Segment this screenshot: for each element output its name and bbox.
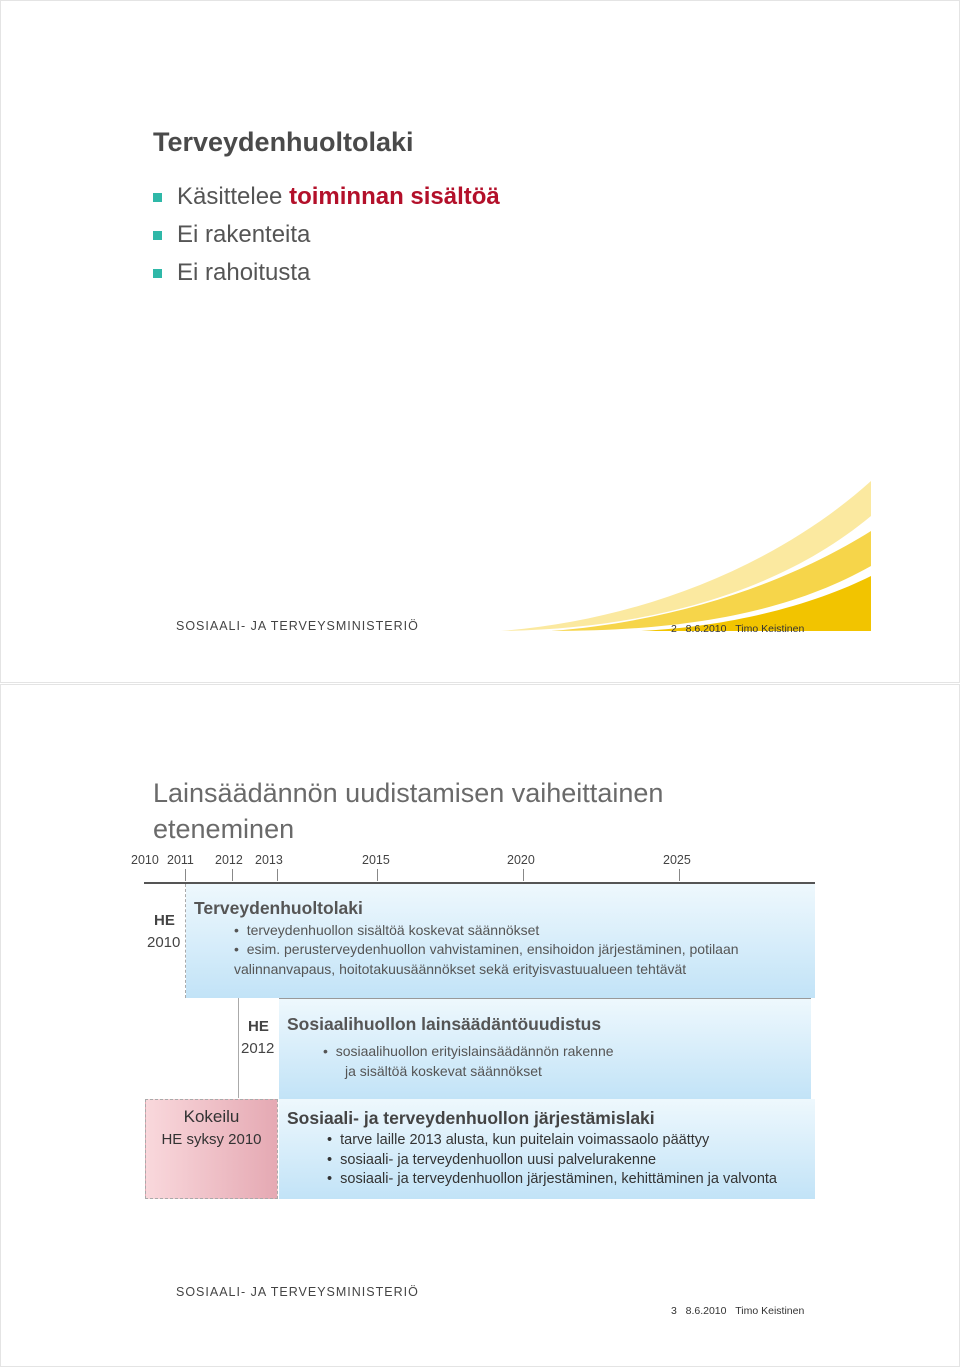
square-bullet-icon xyxy=(153,269,162,278)
row1-content-box xyxy=(186,884,815,998)
year-tick xyxy=(185,869,186,881)
year-tick xyxy=(523,869,524,881)
slide-1 xyxy=(0,0,960,683)
row3-item: • sosiaali- ja terveydenhuollon uusi palvelurakenne xyxy=(327,1152,657,1168)
row2-content-box xyxy=(279,998,811,1099)
row3-label-top: Kokeilu xyxy=(183,1107,240,1126)
row2-heading: Sosiaalihuollon lainsäädäntöuudistus xyxy=(287,1014,602,1034)
row1-item: • terveydenhuollon sisältöä koskevat säännökset xyxy=(234,922,540,938)
row2-label-top: HE xyxy=(248,1018,269,1035)
page-number: 3 xyxy=(671,1305,677,1317)
year-label: 2010 xyxy=(131,853,159,867)
slide-footer xyxy=(671,1305,804,1317)
row3-content-box xyxy=(279,1099,815,1199)
row1-item-continuation: valinnanvapaus, hoitotakuusäännökset sekä erityisvastuualueen tehtävät xyxy=(234,961,687,977)
footer-author: Timo Keistinen xyxy=(735,623,805,635)
row2-item: • sosiaalihuollon erityislainsäädännön rakenne xyxy=(323,1043,614,1059)
row2-label-box xyxy=(238,998,279,1098)
row1-heading: Terveydenhuoltolaki xyxy=(194,898,363,918)
footer-author: Timo Keistinen xyxy=(735,1305,805,1317)
ministry-logo: SOSIAALI- JA TERVEYSMINISTERIÖ xyxy=(176,619,419,633)
row2-item-continuation: ja sisältöä koskevat säännökset xyxy=(345,1063,542,1079)
row1-item: • esim. perusterveydenhuollon vahvistaminen, ensihoidon järjestäminen, potilaan xyxy=(234,941,739,957)
year-tick xyxy=(377,869,378,881)
year-label: 2020 xyxy=(507,853,535,867)
year-tick xyxy=(232,869,233,881)
swoosh-decoration xyxy=(491,471,881,636)
bullet-text: Ei rahoitusta xyxy=(177,259,311,286)
row1-label-bottom: 2010 xyxy=(147,934,181,951)
year-label: 2011 xyxy=(167,853,194,867)
year-label: 2012 xyxy=(215,853,243,867)
year-tick xyxy=(277,869,278,881)
footer-date: 8.6.2010 xyxy=(685,1305,727,1317)
row2-label-bottom: 2012 xyxy=(241,1040,275,1057)
footer-date: 8.6.2010 xyxy=(685,623,727,635)
square-bullet-icon xyxy=(153,193,162,202)
row3-item: • sosiaali- ja terveydenhuollon järjestäminen, kehittäminen ja valvonta xyxy=(327,1171,777,1187)
row3-label-bottom: HE syksy 2010 xyxy=(161,1131,262,1148)
slide-title: Terveydenhuoltolaki xyxy=(153,127,414,157)
square-bullet-icon xyxy=(153,231,162,240)
row3-item: • tarve laille 2013 alusta, kun puitelain voimassaolo päättyy xyxy=(327,1132,710,1148)
row1-label-top: HE xyxy=(154,912,175,929)
row3-heading: Sosiaali- ja terveydenhuollon järjestämislaki xyxy=(287,1108,655,1128)
bullet-text: Ei rakenteita xyxy=(177,221,311,248)
row1-label-box xyxy=(145,884,186,998)
ministry-logo: SOSIAALI- JA TERVEYSMINISTERIÖ xyxy=(176,1285,419,1299)
bullet-highlight: toiminnan sisältöä xyxy=(289,183,500,210)
slide-title: Lainsäädännön uudistamisen vaiheittainen eteneminen xyxy=(153,778,664,844)
bullet-text: Käsittelee xyxy=(177,183,290,210)
year-label: 2015 xyxy=(362,853,390,867)
slide-footer xyxy=(671,623,804,635)
year-label: 2025 xyxy=(663,853,691,867)
year-tick xyxy=(679,869,680,881)
kokeilu-box xyxy=(145,1099,278,1199)
page-number: 2 xyxy=(671,623,677,635)
slide-2 xyxy=(0,684,960,1367)
year-label: 2013 xyxy=(255,853,283,867)
